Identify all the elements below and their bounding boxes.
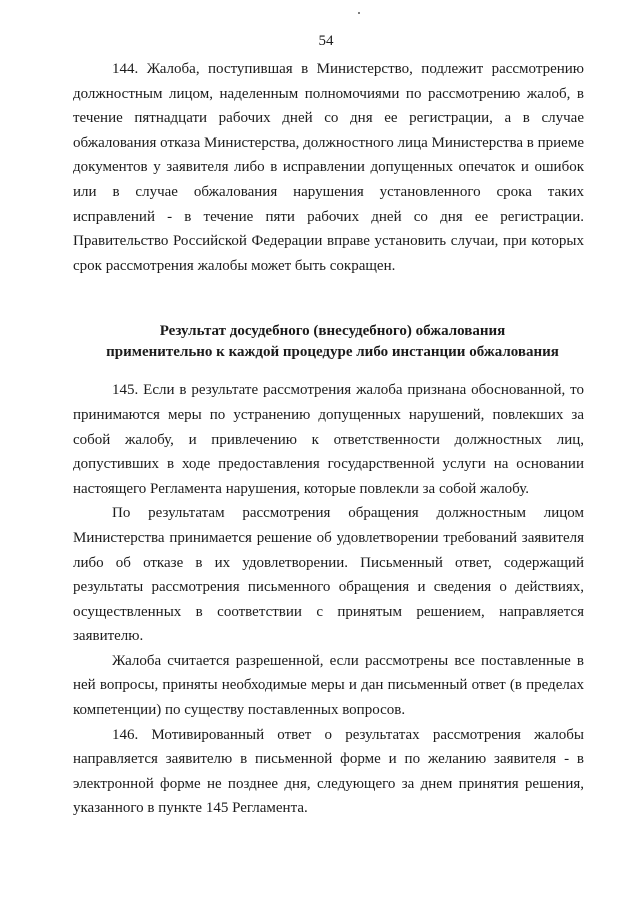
section-heading-line-1: Результат досудебного (внесудебного) обжалования <box>159 323 506 340</box>
paragraph-decision: По результатам рассмотрения обращения должностным лицом Министерства принимается решение об удовлетворении требований заявителя либо об отказе в их удовлетворении. Письменный ответ, содержащий результаты рассмотрения письменного обращения и сведения о действиях, осуществленных в соответствии с принятым решением, направляется заявителю. <box>73 505 584 645</box>
paragraph-144: 144. Жалоба, поступившая в Министерство, подлежит рассмотрению должностным лицом, наделенным полномочиями по рассмотрению жалоб, в течение пятнадцати рабочих дней со дня ее регистрации, а в случае обжалования отказа Министерства, должностного лица Министерства в приеме документов у заявителя либо в исправлении допущенных опечаток и ошибок или в случае обжалования нарушения установленного срока таких исправлений - в течение пяти рабочих дней со дня ее регистрации. Правительство Российской Федерации вправе установить случаи, при которых срок рассмотрения жалобы может быть сокращен. <box>73 61 584 274</box>
paragraph-145: 145. Если в результате рассмотрения жалоба признана обоснованной, то принимаются меры по устранению допущенных нарушений, повлекших за собой жалобу, и привлечению к ответственности должностных лиц, допустивших в ходе предоставления государственной услуги на основании настоящего Регламента нарушения, которые повлекли за собой жалобу. <box>73 382 584 497</box>
page-content <box>73 57 584 821</box>
paragraph-146: 146. Мотивированный ответ о результатах рассмотрения жалобы направляется заявителю в письменной форме и по желанию заявителя - в электронной форме не позднее дня, следующего за днем принятия решения, указанного в пункте 145 Регламента. <box>73 726 584 817</box>
section-heading <box>73 321 584 363</box>
section-heading-line-2: применительно к каждой процедуре либо инстанции обжалования <box>106 344 559 361</box>
spacer <box>73 363 584 378</box>
paragraph-resolved: Жалоба считается разрешенной, если рассмотрены все поставленные в ней вопросы, приняты необходимые меры и дан письменный ответ (в пределах компетенции) по существу поставленных вопросов. <box>73 652 584 719</box>
scan-speck <box>358 12 360 14</box>
page-number: 54 <box>318 33 334 49</box>
